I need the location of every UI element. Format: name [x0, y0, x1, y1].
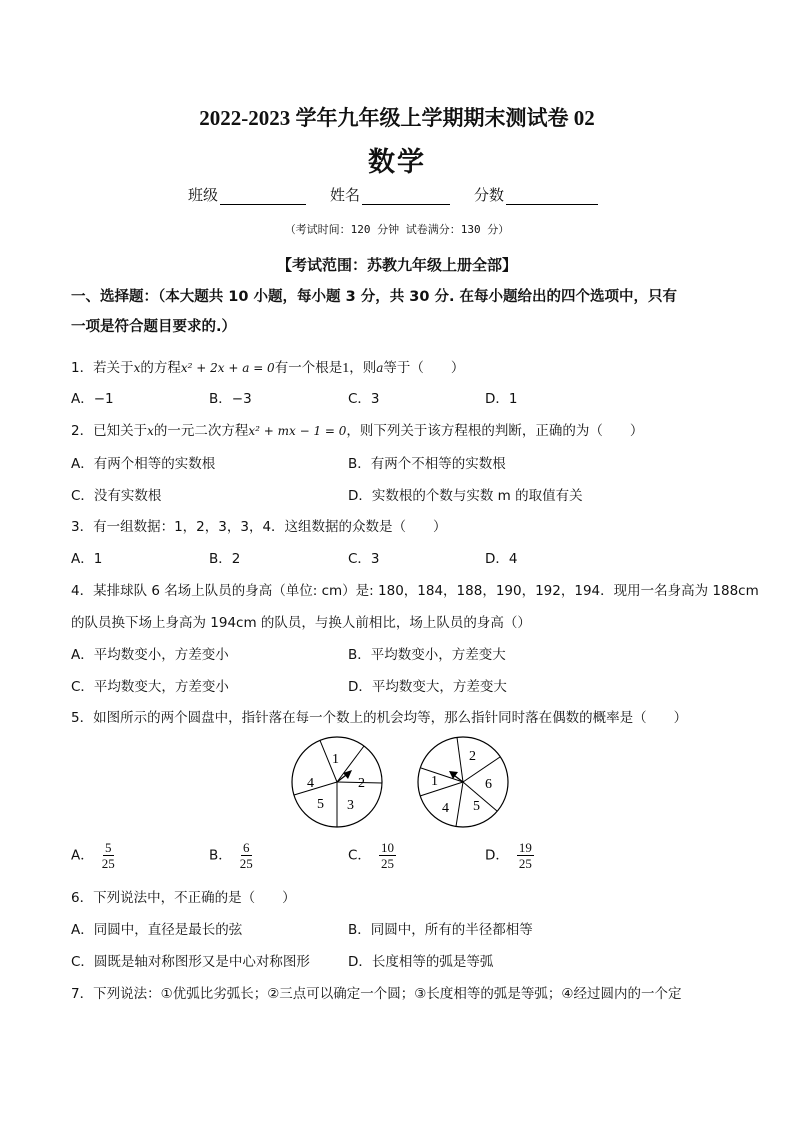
q5-option-d-fraction — [517, 840, 534, 871]
q1-pre: 1．若关于 — [71, 360, 134, 376]
score-field[interactable] — [474, 184, 598, 205]
q5-option-d[interactable] — [485, 840, 534, 871]
spinner-discs-figure — [286, 733, 546, 831]
q5-option-c-denominator: 25 — [380, 856, 394, 871]
disc2-label-3: 4 — [442, 801, 449, 816]
q4-option-c[interactable]: C．平均数变大，方差变小 — [71, 679, 229, 695]
q3-option-d[interactable]: D．4 — [485, 551, 518, 567]
q5-option-d-numerator: 19 — [518, 840, 532, 855]
q1-equation: x² + 2x + a = 0 — [180, 361, 275, 375]
q5-option-d-denominator: 25 — [518, 856, 532, 871]
q6-option-b[interactable]: B．同圆中，所有的半径都相等 — [348, 922, 533, 938]
q1-root: 1 — [342, 361, 350, 376]
q2-option-d[interactable]: D．实数根的个数与实数 m 的取值有关 — [348, 488, 583, 504]
q2-option-c[interactable]: C．没有实数根 — [71, 488, 162, 504]
q3-option-a[interactable]: A．1 — [71, 551, 103, 567]
q5-option-b-denominator: 25 — [239, 856, 253, 871]
q5-option-a-fraction — [102, 840, 115, 871]
q2-var: x — [147, 424, 154, 438]
question-1 — [71, 356, 731, 377]
q5-option-a-label: A． — [71, 847, 94, 864]
q1-option-d[interactable]: D．1 — [485, 391, 518, 407]
question-6: 6．下列说法中，不正确的是（ ） — [71, 890, 296, 906]
q5-option-b[interactable] — [209, 840, 253, 871]
q3-option-b[interactable]: B．2 — [209, 551, 241, 567]
q5-option-b-fraction — [240, 840, 253, 871]
q4-option-a[interactable]: A．平均数变小，方差变小 — [71, 647, 229, 663]
time-note: （考试时间：120 分钟 试卷满分：130 分） — [284, 223, 510, 236]
q5-option-b-label: B． — [209, 847, 232, 864]
section-heading — [71, 282, 726, 342]
q4-option-b[interactable]: B．平均数变小，方差变大 — [348, 647, 506, 663]
disc1-label-0: 1 — [332, 752, 339, 767]
q2-post: ，则下列关于该方程根的判断，正确的为（ ） — [346, 423, 644, 439]
q1-option-a[interactable]: A．−1 — [71, 391, 114, 407]
name-field[interactable] — [330, 184, 450, 205]
q2-pre: 2．已知关于 — [71, 423, 148, 439]
q5-option-d-label: D． — [485, 847, 509, 864]
question-7: 7．下列说法：①优弧比劣弧长；②三点可以确定一个圆；③长度相等的弧是等弧；④经过圆内的一个定 — [71, 986, 682, 1002]
section-heading-line2: 一项是符合题目要求的.） — [71, 319, 237, 335]
disc1-label-4: 4 — [307, 776, 314, 791]
name-blank[interactable] — [362, 188, 450, 205]
disc2-label-0: 2 — [469, 749, 476, 764]
q5-option-a-numerator: 5 — [105, 840, 112, 855]
spinner-disc-2 — [418, 737, 508, 827]
q2-option-b[interactable]: B．有两个不相等的实数根 — [348, 456, 506, 472]
question-4-line1: 4．某排球队 6 名场上队员的身高（单位: cm）是: 180，184，188，190，192，194．现用一名身高为 188cm — [71, 583, 759, 599]
disc2-label-1: 6 — [485, 777, 492, 792]
subject-title: 数学 — [368, 147, 426, 178]
q3-option-c[interactable]: C．3 — [348, 551, 380, 567]
q1-mid: 的方程 — [140, 360, 181, 376]
name-label: 姓名 — [330, 186, 361, 204]
q1-post2: ，则 — [349, 360, 377, 376]
q1-post3: 等于（ ） — [383, 360, 465, 376]
disc1-label-2: 3 — [347, 798, 354, 813]
section-heading-line1: 一、选择题：（本大题共 10 小题，每小题 3 分，共 30 分. 在每小题给出的四个选项中，只有 — [71, 289, 678, 305]
q5-option-a[interactable] — [71, 840, 115, 871]
q2-equation: x² + mx − 1 = 0 — [248, 424, 347, 438]
score-label: 分数 — [474, 186, 505, 204]
q5-option-a-denominator: 25 — [101, 856, 115, 871]
disc1-label-3: 5 — [317, 797, 324, 812]
question-3: 3．有一组数据：1，2，3，3，4．这组数据的众数是（ ） — [71, 519, 447, 535]
q1-option-c[interactable]: C．3 — [348, 391, 380, 407]
q5-option-c[interactable] — [348, 840, 396, 871]
q1-option-b[interactable]: B．−3 — [209, 391, 252, 407]
question-4-line2: 的队员换下场上身高为 194cm 的队员，与换人前相比，场上队员的身高（） — [71, 615, 531, 631]
question-5: 5．如图所示的两个圆盘中，指针落在每一个数上的机会均等，那么指针同时落在偶数的概率是（ ） — [71, 710, 688, 726]
question-2 — [71, 419, 731, 439]
q5-option-c-label: C． — [348, 847, 371, 864]
q2-mid: 的一元二次方程 — [153, 423, 249, 439]
q4-option-d[interactable]: D．平均数变大，方差变大 — [348, 679, 507, 695]
class-field[interactable] — [188, 184, 306, 205]
exam-title: 2022-2023 学年九年级上学期期末测试卷 02 — [199, 106, 595, 130]
disc2-label-2: 5 — [473, 799, 480, 814]
class-label: 班级 — [188, 186, 219, 204]
exam-scope: 【考试范围：苏教九年级上册全部】 — [276, 256, 517, 274]
student-info-fields — [188, 184, 622, 205]
q6-option-d[interactable]: D．长度相等的弧是等弧 — [348, 954, 494, 970]
q5-option-b-numerator: 6 — [243, 840, 250, 855]
q6-option-c[interactable]: C．圆既是轴对称图形又是中心对称图形 — [71, 954, 310, 970]
spinner-disc-1 — [292, 737, 382, 827]
disc2-label-4: 1 — [431, 774, 438, 789]
q1-var: x — [133, 361, 141, 375]
q1-a: a — [376, 361, 384, 375]
q2-option-a[interactable]: A．有两个相等的实数根 — [71, 456, 216, 472]
score-blank[interactable] — [506, 188, 598, 205]
q5-option-c-fraction — [379, 840, 396, 871]
q1-post: 有一个根是 — [274, 360, 343, 376]
disc1-label-1: 2 — [358, 776, 365, 791]
q5-option-c-numerator: 10 — [380, 840, 394, 855]
q6-option-a[interactable]: A．同圆中，直径是最长的弦 — [71, 922, 243, 938]
class-blank[interactable] — [220, 188, 306, 205]
